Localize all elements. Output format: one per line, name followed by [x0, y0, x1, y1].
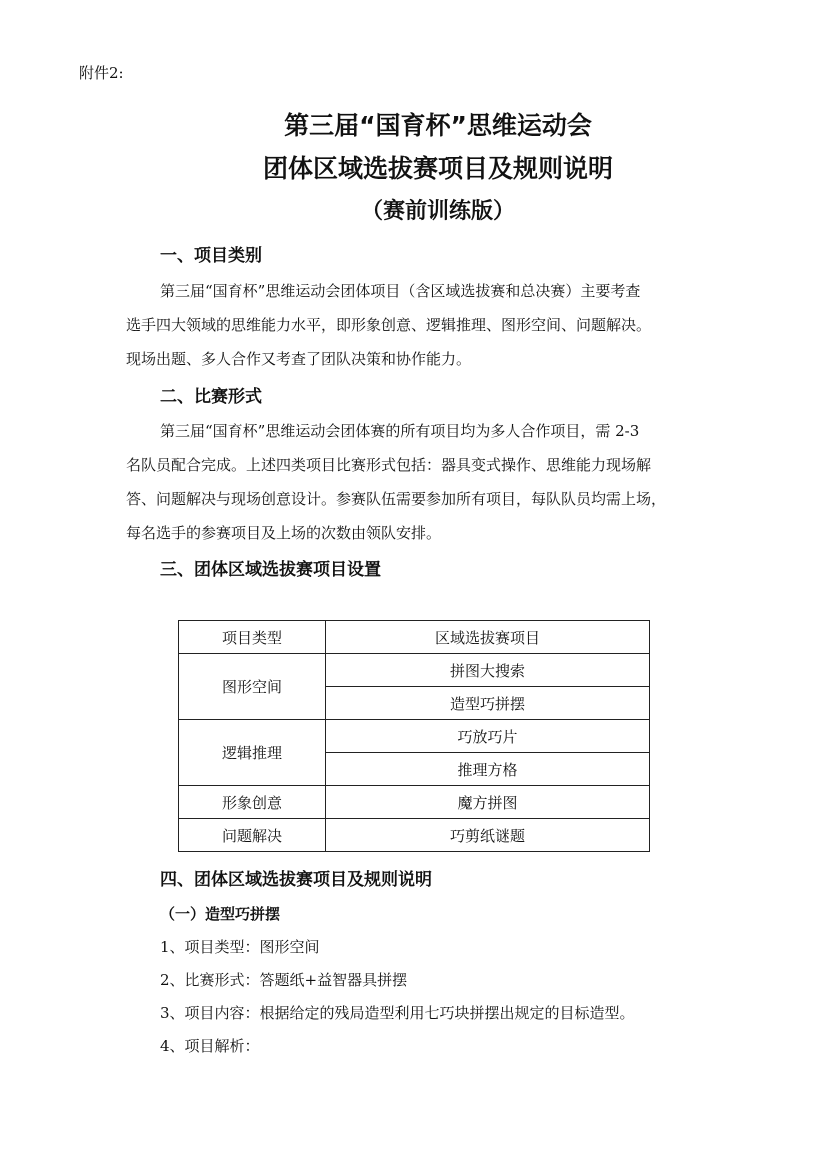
paragraph-line: 第三届“国育杯”思维运动会团体赛的所有项目均为多人合作项目，需 2-3 — [160, 422, 640, 440]
table-cell-item: 魔方拼图 — [326, 786, 650, 819]
table-cell-type: 图形空间 — [179, 654, 326, 720]
table-header: 区域选拔赛项目 — [326, 621, 650, 654]
section-paragraph-2 — [126, 414, 710, 550]
paragraph-line: 答、问题解决与现场创意设计。参赛队伍需要参加所有项目，每队队员均需上场， — [126, 490, 667, 508]
section-heading-1: 一、项目类别 — [160, 246, 262, 266]
subsection-heading: （一）造型巧拼摆 — [160, 905, 281, 923]
document-title: 第三届“国育杯”思维运动会 — [284, 111, 592, 140]
table-cell-item: 造型巧拼摆 — [326, 687, 650, 720]
table-header: 项目类型 — [179, 621, 326, 654]
section-heading-4: 四、团体区域选拔赛项目及规则说明 — [160, 870, 432, 890]
table-cell-item: 巧放巧片 — [326, 720, 650, 753]
paragraph-line: 每名选手的参赛项目及上场的次数由领队安排。 — [126, 524, 442, 542]
list-item: 1、项目类型：图形空间 — [160, 938, 320, 956]
paragraph-line: 选手四大领域的思维能力水平，即形象创意、逻辑推理、图形空间、问题解决。 — [126, 316, 652, 334]
list-item: 3、项目内容：根据给定的残局造型利用七巧块拼摆出规定的目标造型。 — [160, 1004, 635, 1022]
table-cell-type: 形象创意 — [179, 786, 326, 819]
section-heading-3: 三、团体区域选拔赛项目设置 — [160, 560, 381, 580]
list-item: 4、项目解析： — [160, 1037, 260, 1055]
table-row — [179, 819, 650, 852]
section-heading-2: 二、比赛形式 — [160, 387, 262, 407]
table-cell-type: 逻辑推理 — [179, 720, 326, 786]
table-cell-item: 巧剪纸谜题 — [326, 819, 650, 852]
attachment-label: 附件2: — [79, 64, 124, 82]
document-subtitle: 团体区域选拔赛项目及规则说明 — [262, 154, 613, 183]
table-row — [179, 720, 650, 753]
table-cell-type: 问题解决 — [179, 819, 326, 852]
paragraph-line: 第三届“国育杯”思维运动会团体项目（含区域选拔赛和总决赛）主要考查 — [160, 282, 641, 300]
section-paragraph-1 — [126, 274, 710, 376]
table-cell-item: 拼图大搜索 — [326, 654, 650, 687]
table-row — [179, 654, 650, 687]
list-item: 2、比赛形式：答题纸+益智器具拼摆 — [160, 971, 408, 989]
table-header-row — [179, 621, 650, 654]
paragraph-line: 现场出题、多人合作又考查了团队决策和协作能力。 — [126, 350, 472, 368]
project-table — [178, 620, 650, 852]
table-cell-item: 推理方格 — [326, 753, 650, 786]
paragraph-line: 名队员配合完成。上述四类项目比赛形式包括：器具变式操作、思维能力现场解 — [126, 456, 652, 474]
table-row — [179, 786, 650, 819]
document-edition: （赛前训练版） — [360, 199, 515, 224]
